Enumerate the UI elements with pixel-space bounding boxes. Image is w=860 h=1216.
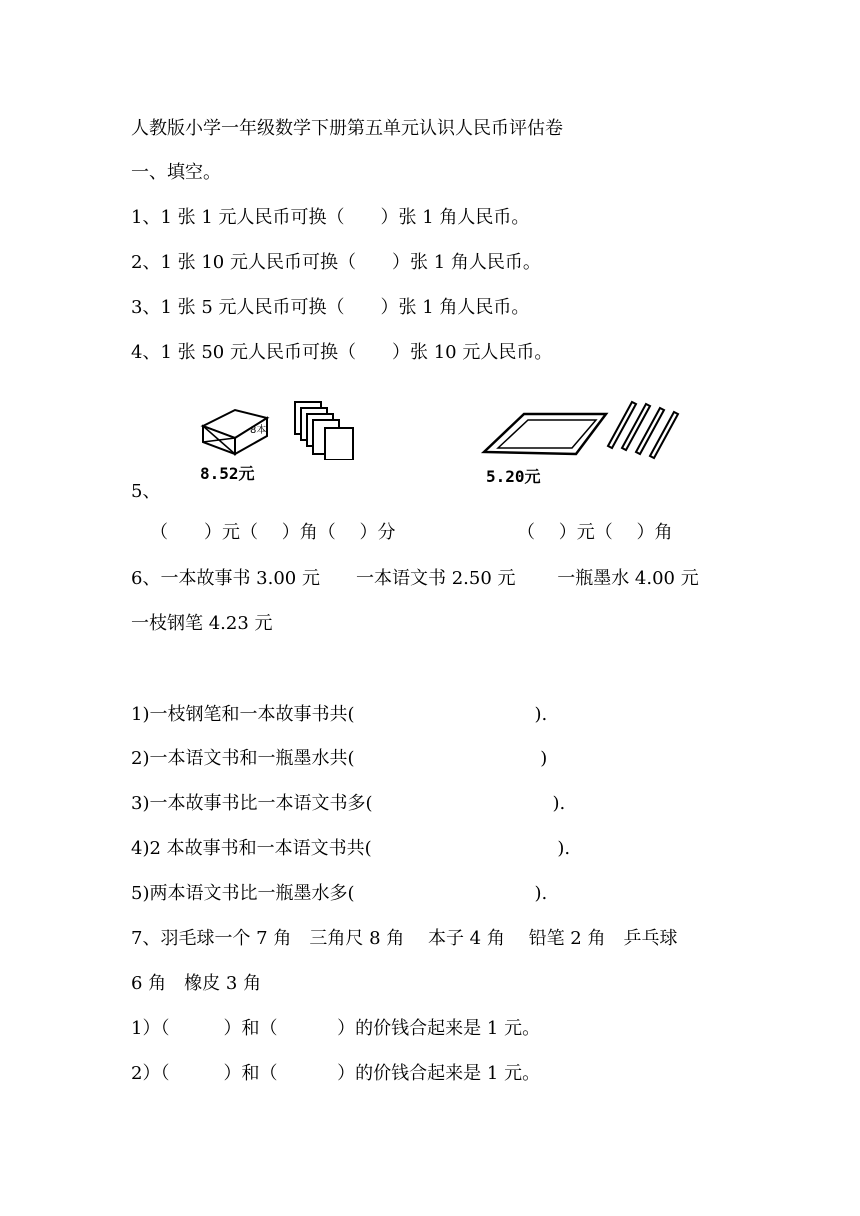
books-count-label: 8本 — [250, 425, 267, 436]
section-heading: 一、填空。 — [131, 162, 221, 183]
question-3: 3、1 张 5 元人民币可换（ ）张 1 角人民币。 — [131, 297, 530, 318]
books-price: 8.52元 — [200, 464, 255, 483]
question-7-sub-2: 2）（ ）和（ ）的价钱合起来是 1 元。 — [131, 1063, 541, 1084]
question-6-sub-4: 4)2 本故事书和一本语文书共( ). — [131, 838, 571, 859]
question-6-line-1: 6、一本故事书 3.00 元 一本语文书 2.50 元 一瓶墨水 4.00 元 — [131, 568, 699, 589]
question-5-number: 5、 — [131, 481, 161, 502]
question-2: 2、1 张 10 元人民币可换（ ）张 1 角人民币。 — [131, 252, 541, 273]
question-7-sub-1: 1）（ ）和（ ）的价钱合起来是 1 元。 — [131, 1018, 541, 1039]
question-5-blank-2: （ ）元（ ）角 — [517, 522, 673, 543]
question-7-line-1: 7、羽毛球一个 7 角 三角尺 8 角 本子 4 角 铅笔 2 角 乒乓球 — [131, 928, 678, 949]
question-6-sub-5: 5)两本语文书比一瓶墨水多( ). — [131, 883, 548, 904]
ruler-pencils-picture — [480, 398, 690, 468]
question-7-line-2: 6 角 橡皮 3 角 — [131, 973, 262, 994]
question-4: 4、1 张 50 元人民币可换（ ）张 10 元人民币。 — [131, 342, 553, 363]
question-6-sub-1: 1)一枝钢笔和一本故事书共( ). — [131, 704, 548, 725]
question-5-blank-1: （ ）元（ ）角（ ）分 — [150, 522, 396, 543]
question-1: 1、1 张 1 元人民币可换（ ）张 1 角人民币。 — [131, 207, 530, 228]
question-6-line-2: 一枝钢笔 4.23 元 — [131, 613, 273, 634]
question-6-sub-2: 2)一本语文书和一瓶墨水共( ) — [131, 748, 548, 769]
page-title: 人教版小学一年级数学下册第五单元认识人民币评估卷 — [131, 118, 563, 139]
ruler-pencils-price: 5.20元 — [486, 467, 541, 486]
question-6-sub-3: 3)一本故事书比一本语文书多( ). — [131, 793, 566, 814]
books-picture — [195, 398, 365, 460]
